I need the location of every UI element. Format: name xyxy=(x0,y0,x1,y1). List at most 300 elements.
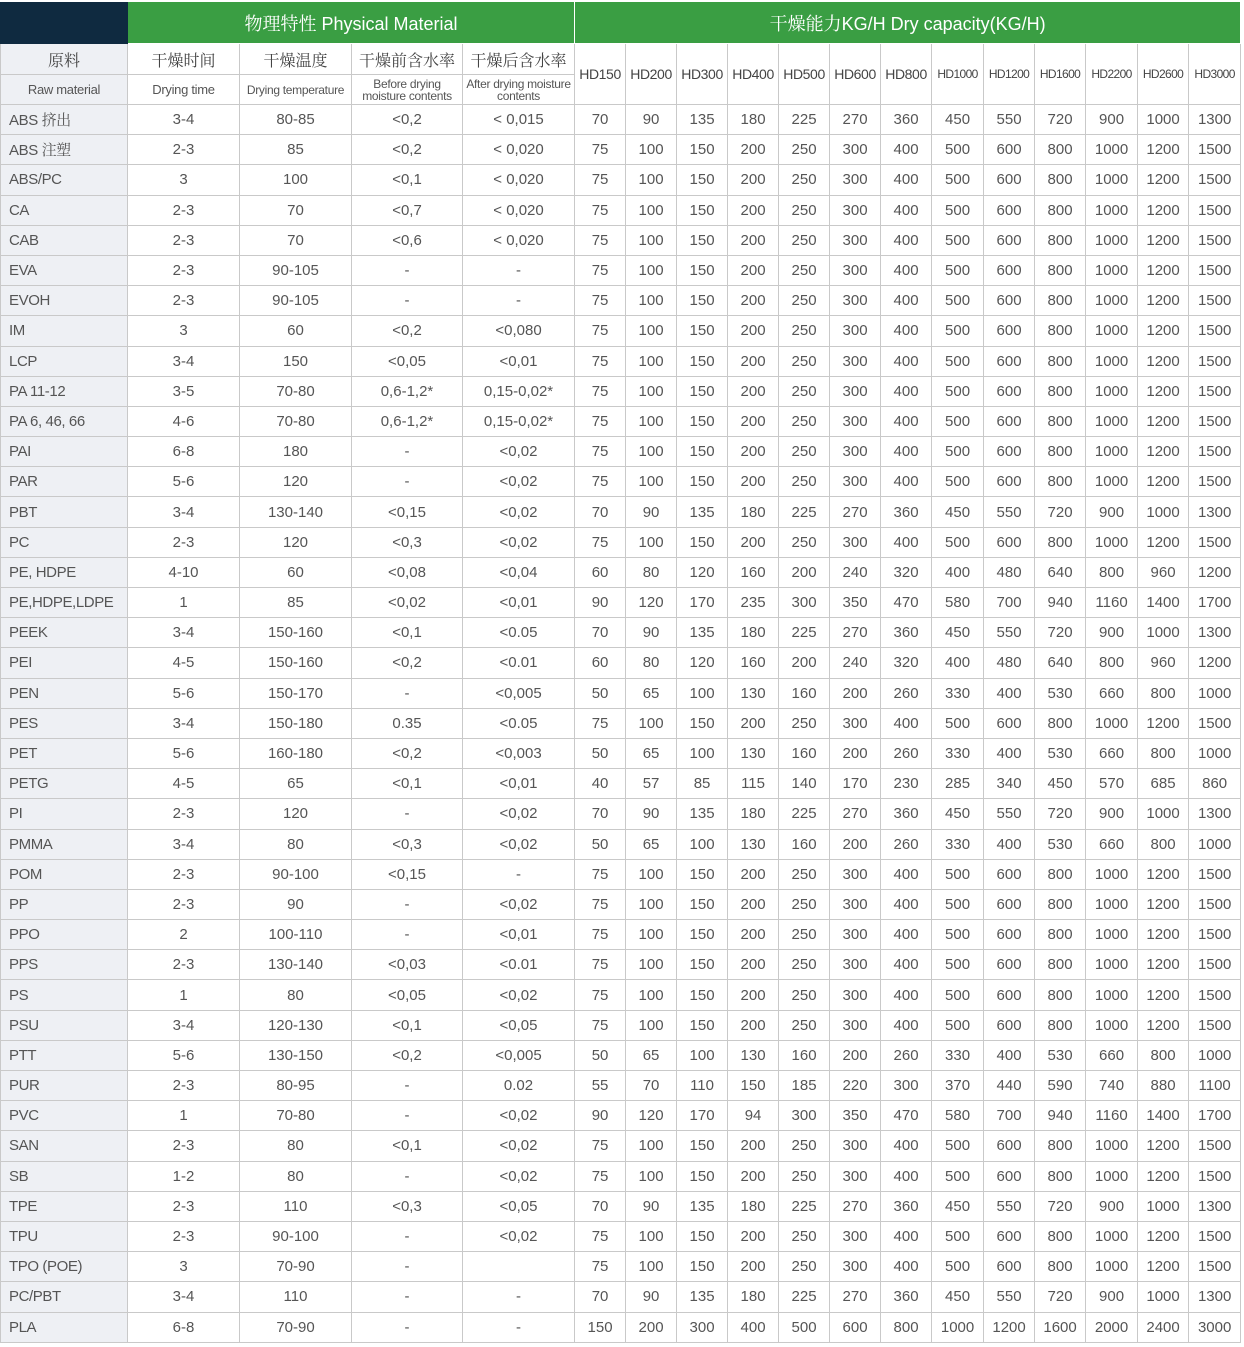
capacity-cell: 1000 xyxy=(1189,678,1241,708)
moisture-before-cell: <0,05 xyxy=(352,980,463,1010)
capacity-cell: 1000 xyxy=(1086,1161,1138,1191)
capacity-cell: 1200 xyxy=(1138,165,1189,195)
capacity-cell: 800 xyxy=(1035,859,1086,889)
capacity-cell: 50 xyxy=(575,1040,626,1070)
moisture-before-cell: - xyxy=(352,678,463,708)
drying-temp-cell: 110 xyxy=(240,1191,352,1221)
capacity-cell: 800 xyxy=(1086,557,1138,587)
capacity-cell: 600 xyxy=(984,165,1035,195)
drying-time-cell: 2-3 xyxy=(128,1221,240,1251)
capacity-cell: 1500 xyxy=(1189,346,1241,376)
moisture-before-cell: - xyxy=(352,1101,463,1131)
capacity-cell: 60 xyxy=(575,648,626,678)
capacity-cell: 330 xyxy=(932,678,984,708)
capacity-cell: 300 xyxy=(830,376,881,406)
capacity-cell: 70 xyxy=(575,497,626,527)
capacity-cell: 225 xyxy=(779,799,830,829)
moisture-after-cell: <0,02 xyxy=(463,1101,575,1131)
capacity-cell: 135 xyxy=(677,799,728,829)
capacity-cell: 1200 xyxy=(1138,346,1189,376)
moisture-after-cell: <0,02 xyxy=(463,467,575,497)
moisture-before-cell: <0,15 xyxy=(352,497,463,527)
moisture-after-cell: <0,02 xyxy=(463,1161,575,1191)
table-row xyxy=(1,105,1241,135)
material-cell: PLA xyxy=(1,1312,128,1342)
capacity-cell: 1000 xyxy=(1086,467,1138,497)
capacity-cell: 75 xyxy=(575,1221,626,1251)
capacity-cell: 550 xyxy=(984,799,1035,829)
capacity-cell: 1200 xyxy=(1138,1221,1189,1251)
capacity-cell: 1200 xyxy=(1138,1131,1189,1161)
capacity-cell: 150 xyxy=(677,920,728,950)
moisture-before-cell: - xyxy=(352,799,463,829)
capacity-cell: 75 xyxy=(575,467,626,497)
capacity-cell: 800 xyxy=(1138,829,1189,859)
capacity-cell: 1500 xyxy=(1189,1131,1241,1161)
drying-temp-cell: 150-170 xyxy=(240,678,352,708)
capacity-cell: 200 xyxy=(728,376,779,406)
drying-temp-cell: 85 xyxy=(240,135,352,165)
moisture-before-cell: <0,2 xyxy=(352,316,463,346)
capacity-cell: 400 xyxy=(881,437,932,467)
capacity-cell: 70 xyxy=(575,1282,626,1312)
capacity-cell: 100 xyxy=(626,1161,677,1191)
capacity-cell: 1000 xyxy=(1086,135,1138,165)
table-row xyxy=(1,135,1241,165)
capacity-cell: 600 xyxy=(984,950,1035,980)
capacity-cell: 360 xyxy=(881,497,932,527)
capacity-cell: 250 xyxy=(779,135,830,165)
capacity-cell: 800 xyxy=(1086,648,1138,678)
capacity-cell: 530 xyxy=(1035,829,1086,859)
moisture-after-cell: 0.02 xyxy=(463,1071,575,1101)
capacity-cell: 65 xyxy=(626,678,677,708)
capacity-cell: 400 xyxy=(881,1252,932,1282)
material-cell: PS xyxy=(1,980,128,1010)
capacity-cell: 360 xyxy=(881,1282,932,1312)
capacity-cell: 1600 xyxy=(1035,1312,1086,1342)
moisture-before-cell: - xyxy=(352,437,463,467)
capacity-cell: 450 xyxy=(1035,769,1086,799)
capacity-cell: 50 xyxy=(575,738,626,768)
capacity-cell: 450 xyxy=(932,1191,984,1221)
capacity-cell: 200 xyxy=(728,135,779,165)
moisture-before-cell: - xyxy=(352,1161,463,1191)
moisture-after-cell: <0.01 xyxy=(463,950,575,980)
capacity-cell: 250 xyxy=(779,980,830,1010)
capacity-cell: 1400 xyxy=(1138,1101,1189,1131)
model-header: HD300 xyxy=(677,44,728,105)
table-row xyxy=(1,738,1241,768)
capacity-cell: 500 xyxy=(932,195,984,225)
capacity-cell: 470 xyxy=(881,588,932,618)
capacity-cell: 1500 xyxy=(1189,1252,1241,1282)
capacity-cell: 1000 xyxy=(1086,1252,1138,1282)
capacity-cell: 800 xyxy=(1138,738,1189,768)
capacity-cell: 800 xyxy=(1035,1010,1086,1040)
capacity-cell: 150 xyxy=(677,165,728,195)
capacity-cell: 150 xyxy=(677,950,728,980)
capacity-cell: 1500 xyxy=(1189,165,1241,195)
drying-time-cell: 2-3 xyxy=(128,859,240,889)
capacity-cell: 130 xyxy=(728,1040,779,1070)
capacity-cell: 250 xyxy=(779,165,830,195)
capacity-cell: 250 xyxy=(779,195,830,225)
capacity-cell: 75 xyxy=(575,346,626,376)
capacity-cell: 500 xyxy=(932,980,984,1010)
moisture-before-cell: <0,15 xyxy=(352,859,463,889)
column-header-cn: 原料 xyxy=(1,44,128,75)
capacity-cell: 400 xyxy=(881,920,932,950)
table-row xyxy=(1,889,1241,919)
drying-temp-cell: 130-140 xyxy=(240,950,352,980)
column-header-en: Drying temperature xyxy=(240,75,352,105)
drying-time-cell: 2-3 xyxy=(128,1191,240,1221)
capacity-cell: 400 xyxy=(881,1161,932,1191)
capacity-cell: 300 xyxy=(881,1071,932,1101)
capacity-cell: 160 xyxy=(779,678,830,708)
moisture-after-cell: - xyxy=(463,1312,575,1342)
model-header: HD1200 xyxy=(984,44,1035,105)
table-row xyxy=(1,1101,1241,1131)
capacity-cell: 100 xyxy=(626,708,677,738)
table-row xyxy=(1,467,1241,497)
moisture-after-cell: <0,05 xyxy=(463,1010,575,1040)
capacity-cell: 170 xyxy=(830,769,881,799)
capacity-cell: 75 xyxy=(575,1010,626,1040)
capacity-cell: 400 xyxy=(881,406,932,436)
drying-time-cell: 1 xyxy=(128,1101,240,1131)
capacity-cell: 75 xyxy=(575,980,626,1010)
material-cell: EVA xyxy=(1,255,128,285)
model-header: HD1600 xyxy=(1035,44,1086,105)
drying-temp-cell: 80-85 xyxy=(240,105,352,135)
drying-time-cell: 2-3 xyxy=(128,135,240,165)
capacity-cell: 130 xyxy=(728,678,779,708)
moisture-before-cell: 0.35 xyxy=(352,708,463,738)
capacity-cell: 600 xyxy=(984,1221,1035,1251)
capacity-cell: 500 xyxy=(932,1221,984,1251)
capacity-cell: 800 xyxy=(1035,1161,1086,1191)
moisture-after-cell: - xyxy=(463,859,575,889)
drying-time-cell: 3-5 xyxy=(128,376,240,406)
capacity-cell: 300 xyxy=(830,286,881,316)
capacity-cell: 100 xyxy=(626,437,677,467)
capacity-cell: 80 xyxy=(626,557,677,587)
moisture-before-cell: - xyxy=(352,1071,463,1101)
moisture-after-cell: <0,01 xyxy=(463,346,575,376)
capacity-cell: 200 xyxy=(728,406,779,436)
model-header: HD2600 xyxy=(1138,44,1189,105)
capacity-cell: 700 xyxy=(984,1101,1035,1131)
capacity-cell: 200 xyxy=(830,829,881,859)
capacity-cell: 75 xyxy=(575,527,626,557)
material-cell: EVOH xyxy=(1,286,128,316)
drying-time-cell: 3-4 xyxy=(128,618,240,648)
capacity-cell: 200 xyxy=(728,316,779,346)
moisture-before-cell: - xyxy=(352,1282,463,1312)
table-row xyxy=(1,799,1241,829)
table-row xyxy=(1,1040,1241,1070)
table-row xyxy=(1,406,1241,436)
moisture-before-cell: <0,7 xyxy=(352,195,463,225)
model-header: HD150 xyxy=(575,44,626,105)
drying-time-cell: 3-4 xyxy=(128,708,240,738)
capacity-cell: 300 xyxy=(830,467,881,497)
capacity-cell: 1500 xyxy=(1189,437,1241,467)
drying-time-cell: 2-3 xyxy=(128,195,240,225)
capacity-cell: 500 xyxy=(932,316,984,346)
capacity-cell: 200 xyxy=(728,346,779,376)
moisture-after-cell: <0,080 xyxy=(463,316,575,346)
material-cell: PA 6, 46, 66 xyxy=(1,406,128,436)
drying-temp-cell: 120 xyxy=(240,467,352,497)
drying-temp-cell: 150-160 xyxy=(240,648,352,678)
capacity-cell: 250 xyxy=(779,225,830,255)
drying-temp-cell: 60 xyxy=(240,316,352,346)
drying-time-cell: 5-6 xyxy=(128,1040,240,1070)
capacity-cell: 200 xyxy=(728,286,779,316)
moisture-after-cell: < 0,020 xyxy=(463,195,575,225)
moisture-before-cell: <0,1 xyxy=(352,618,463,648)
capacity-cell: 600 xyxy=(984,527,1035,557)
moisture-before-cell: <0,2 xyxy=(352,738,463,768)
capacity-cell: 225 xyxy=(779,105,830,135)
capacity-cell: 800 xyxy=(1035,286,1086,316)
capacity-cell: 600 xyxy=(984,225,1035,255)
capacity-cell: 720 xyxy=(1035,497,1086,527)
capacity-cell: 90 xyxy=(575,1101,626,1131)
capacity-cell: 320 xyxy=(881,557,932,587)
capacity-cell: 220 xyxy=(830,1071,881,1101)
moisture-before-cell: <0,1 xyxy=(352,1131,463,1161)
moisture-after-cell: <0,02 xyxy=(463,829,575,859)
capacity-cell: 90 xyxy=(626,618,677,648)
capacity-cell: 300 xyxy=(830,1252,881,1282)
moisture-after-cell: <0,02 xyxy=(463,980,575,1010)
material-cell: CAB xyxy=(1,225,128,255)
capacity-cell: 1000 xyxy=(1086,195,1138,225)
capacity-cell: 150 xyxy=(677,708,728,738)
capacity-cell: 200 xyxy=(728,225,779,255)
capacity-cell: 1000 xyxy=(1086,920,1138,950)
capacity-cell: 400 xyxy=(881,135,932,165)
capacity-cell: 270 xyxy=(830,1282,881,1312)
table-row xyxy=(1,950,1241,980)
capacity-cell: 170 xyxy=(677,588,728,618)
material-cell: PEEK xyxy=(1,618,128,648)
drying-temp-cell: 90-100 xyxy=(240,1221,352,1251)
capacity-cell: 400 xyxy=(881,225,932,255)
capacity-cell: 940 xyxy=(1035,1101,1086,1131)
capacity-cell: 550 xyxy=(984,497,1035,527)
capacity-cell: 350 xyxy=(830,588,881,618)
moisture-after-cell: - xyxy=(463,255,575,285)
capacity-cell: 200 xyxy=(626,1312,677,1342)
capacity-cell: 800 xyxy=(881,1312,932,1342)
capacity-cell: 450 xyxy=(932,1282,984,1312)
capacity-cell: 250 xyxy=(779,346,830,376)
capacity-cell: 1000 xyxy=(1138,497,1189,527)
capacity-cell: 1500 xyxy=(1189,135,1241,165)
column-header-cn: 干燥前含水率 xyxy=(352,44,463,75)
capacity-cell: 640 xyxy=(1035,557,1086,587)
capacity-cell: 400 xyxy=(881,255,932,285)
capacity-cell: 600 xyxy=(984,920,1035,950)
drying-time-cell: 3-4 xyxy=(128,497,240,527)
material-cell: TPO (POE) xyxy=(1,1252,128,1282)
capacity-cell: 400 xyxy=(881,1131,932,1161)
capacity-cell: 200 xyxy=(779,557,830,587)
capacity-cell: 135 xyxy=(677,105,728,135)
capacity-cell: 100 xyxy=(626,135,677,165)
drying-temp-cell: 180 xyxy=(240,437,352,467)
capacity-cell: 960 xyxy=(1138,557,1189,587)
moisture-before-cell: - xyxy=(352,1312,463,1342)
moisture-before-cell: <0,3 xyxy=(352,1191,463,1221)
capacity-cell: 1500 xyxy=(1189,980,1241,1010)
drying-time-cell: 6-8 xyxy=(128,437,240,467)
capacity-cell: 75 xyxy=(575,920,626,950)
capacity-cell: 600 xyxy=(984,316,1035,346)
capacity-cell: 880 xyxy=(1138,1071,1189,1101)
capacity-cell: 800 xyxy=(1138,678,1189,708)
drying-time-cell: 2-3 xyxy=(128,799,240,829)
capacity-cell: 900 xyxy=(1086,1191,1138,1221)
moisture-after-cell: 0,15-0,02* xyxy=(463,376,575,406)
capacity-cell: 1300 xyxy=(1189,799,1241,829)
capacity-cell: 400 xyxy=(881,346,932,376)
capacity-cell: 500 xyxy=(932,1131,984,1161)
column-header-en: Raw material xyxy=(1,75,128,105)
capacity-cell: 600 xyxy=(984,437,1035,467)
capacity-cell: 1500 xyxy=(1189,708,1241,738)
capacity-cell: 150 xyxy=(677,859,728,889)
capacity-cell: 1500 xyxy=(1189,1161,1241,1191)
drying-time-cell: 2-3 xyxy=(128,255,240,285)
capacity-cell: 900 xyxy=(1086,1282,1138,1312)
capacity-cell: 150 xyxy=(677,286,728,316)
capacity-cell: 300 xyxy=(830,346,881,376)
capacity-cell: 800 xyxy=(1138,1040,1189,1070)
drying-temp-cell: 150-180 xyxy=(240,708,352,738)
capacity-cell: 200 xyxy=(728,1161,779,1191)
capacity-cell: 100 xyxy=(626,406,677,436)
capacity-cell: 590 xyxy=(1035,1071,1086,1101)
capacity-cell: 1700 xyxy=(1189,1101,1241,1131)
capacity-cell: 500 xyxy=(932,437,984,467)
capacity-cell: 1200 xyxy=(1138,376,1189,406)
capacity-cell: 500 xyxy=(932,859,984,889)
capacity-cell: 1500 xyxy=(1189,255,1241,285)
capacity-cell: 400 xyxy=(881,950,932,980)
table-row xyxy=(1,346,1241,376)
capacity-cell: 250 xyxy=(779,950,830,980)
table-row xyxy=(1,588,1241,618)
capacity-cell: 150 xyxy=(677,195,728,225)
capacity-cell: 300 xyxy=(830,316,881,346)
capacity-cell: 50 xyxy=(575,829,626,859)
capacity-cell: 70 xyxy=(575,618,626,648)
capacity-cell: 1200 xyxy=(1138,135,1189,165)
drying-time-cell: 5-6 xyxy=(128,678,240,708)
capacity-cell: 90 xyxy=(626,1191,677,1221)
capacity-cell: 90 xyxy=(626,1282,677,1312)
capacity-cell: 660 xyxy=(1086,678,1138,708)
column-header-cn: 干燥后含水率 xyxy=(463,44,575,75)
capacity-cell: 120 xyxy=(677,648,728,678)
capacity-cell: 135 xyxy=(677,618,728,648)
capacity-cell: 1500 xyxy=(1189,859,1241,889)
model-header: HD3000 xyxy=(1189,44,1241,105)
capacity-cell: 200 xyxy=(830,1040,881,1070)
capacity-cell: 500 xyxy=(932,920,984,950)
capacity-cell: 600 xyxy=(984,889,1035,919)
capacity-cell: 960 xyxy=(1138,648,1189,678)
capacity-cell: 120 xyxy=(626,588,677,618)
capacity-cell: 500 xyxy=(779,1312,830,1342)
capacity-cell: 100 xyxy=(626,346,677,376)
moisture-after-cell: <0.01 xyxy=(463,648,575,678)
drying-temp-cell: 70-80 xyxy=(240,376,352,406)
capacity-cell: 100 xyxy=(626,467,677,497)
moisture-after-cell: <0,01 xyxy=(463,588,575,618)
capacity-cell: 1000 xyxy=(1086,708,1138,738)
capacity-cell: 800 xyxy=(1035,950,1086,980)
material-cell: PUR xyxy=(1,1071,128,1101)
capacity-cell: 370 xyxy=(932,1071,984,1101)
capacity-cell: 300 xyxy=(830,1010,881,1040)
capacity-cell: 800 xyxy=(1035,135,1086,165)
capacity-cell: 270 xyxy=(830,618,881,648)
capacity-cell: 450 xyxy=(932,799,984,829)
capacity-cell: 900 xyxy=(1086,105,1138,135)
capacity-cell: 400 xyxy=(932,648,984,678)
capacity-cell: 94 xyxy=(728,1101,779,1131)
capacity-cell: 260 xyxy=(881,829,932,859)
capacity-cell: 100 xyxy=(626,1221,677,1251)
capacity-cell: 270 xyxy=(830,497,881,527)
capacity-cell: 225 xyxy=(779,1191,830,1221)
drying-time-cell: 4-5 xyxy=(128,648,240,678)
capacity-cell: 150 xyxy=(677,346,728,376)
capacity-cell: 685 xyxy=(1138,769,1189,799)
capacity-cell: 340 xyxy=(984,769,1035,799)
capacity-cell: 250 xyxy=(779,376,830,406)
capacity-cell: 230 xyxy=(881,769,932,799)
capacity-cell: 100 xyxy=(626,1131,677,1161)
drying-temp-cell: 80 xyxy=(240,1161,352,1191)
capacity-cell: 360 xyxy=(881,105,932,135)
capacity-cell: 1500 xyxy=(1189,376,1241,406)
drying-time-cell: 5-6 xyxy=(128,738,240,768)
capacity-cell: 600 xyxy=(830,1312,881,1342)
capacity-cell: 180 xyxy=(728,497,779,527)
capacity-cell: 800 xyxy=(1035,1131,1086,1161)
capacity-cell: 1100 xyxy=(1189,1071,1241,1101)
capacity-cell: 100 xyxy=(626,859,677,889)
capacity-cell: 740 xyxy=(1086,1071,1138,1101)
capacity-cell: 75 xyxy=(575,437,626,467)
capacity-cell: 1000 xyxy=(1086,950,1138,980)
table-row xyxy=(1,316,1241,346)
material-cell: PSU xyxy=(1,1010,128,1040)
model-header: HD400 xyxy=(728,44,779,105)
moisture-before-cell: - xyxy=(352,255,463,285)
capacity-cell: 320 xyxy=(881,648,932,678)
moisture-after-cell: <0,02 xyxy=(463,799,575,829)
capacity-cell: 100 xyxy=(626,1252,677,1282)
